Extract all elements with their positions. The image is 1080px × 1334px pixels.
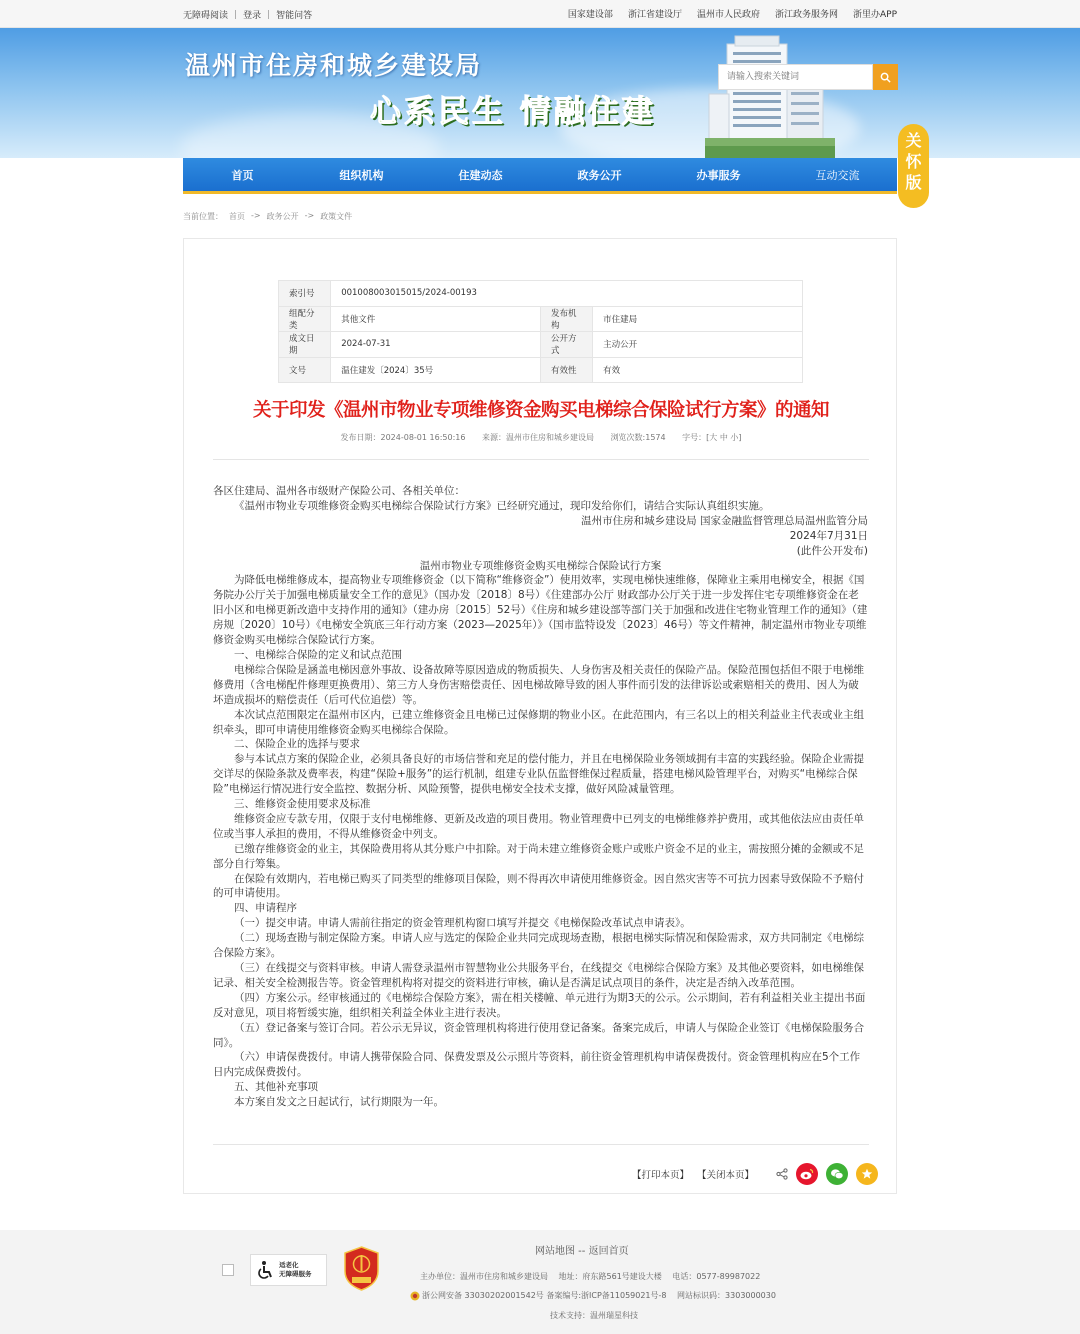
share-icon[interactable]	[776, 1168, 788, 1180]
article-paragraph: （二）现场查勘与制定保险方案。申请人应与选定的保险企业共同完成现场查勘，根据电梯实际情况和保险需求，双方共同制定《电梯综合保险方案》。	[213, 932, 864, 960]
breadcrumb	[183, 211, 352, 222]
nav-news[interactable]: 住建动态	[458, 169, 503, 182]
nav-organization[interactable]: 组织机构	[339, 169, 384, 182]
search-input[interactable]	[718, 64, 873, 90]
article-container	[183, 238, 897, 1194]
article-paragraph: 本方案自发文之日起试行，试行期限为一年。	[234, 1096, 444, 1109]
favorite-icon[interactable]	[856, 1163, 878, 1185]
meta-key: 公开方式	[540, 332, 592, 358]
meta-value: 有效	[593, 357, 803, 383]
article-paragraph: 《温州市物业专项维修资金购买电梯综合保险试行方案》已经研究通过，现印发给你们，请结合实际认真组织实施。	[234, 499, 770, 512]
nav-interaction[interactable]: 互动交流	[815, 169, 860, 182]
article-paragraph: 一、电梯综合保险的定义和试点范围	[234, 648, 402, 661]
slogan: 心系民生 情融住建	[370, 94, 656, 130]
search-box	[718, 64, 898, 90]
meta-key: 组配分类	[279, 306, 331, 332]
meta-value: 主动公开	[593, 332, 803, 358]
breadcrumb-prefix: 当前位置：	[183, 212, 223, 221]
meta-value: 2024-07-31	[331, 332, 541, 358]
nav-services[interactable]: 办事服务	[696, 169, 741, 182]
article-paragraph: 本次试点范围限定在温州市区内，已建立维修资金且电梯已过保修期的物业小区。在此范围内，有三名以上的相关利益业主代表或业主组织牵头，即可申请使用维修资金购买电梯综合保险。	[213, 708, 864, 736]
divider	[213, 459, 869, 460]
article-body	[213, 484, 868, 1110]
star-icon	[861, 1168, 873, 1180]
meta-key: 文号	[279, 357, 331, 383]
article-paragraph: （五）登记备案与签订合同。若公示无异议，资金管理机构将进行使用登记备案。备案完成后，申请人与保险企业签订《电梯保险服务合同》。	[213, 1021, 864, 1049]
footer-links[interactable]: 网站地图 -- 返回首页	[535, 1246, 629, 1257]
wechat-icon	[830, 1168, 844, 1180]
article-actions	[632, 1163, 878, 1185]
site-title: 温州市住房和城乡建设局	[185, 51, 483, 80]
elderly-service-badge[interactable]	[250, 1254, 327, 1286]
search-icon	[880, 72, 891, 83]
breadcrumb-policy[interactable]: 政策文件	[320, 212, 353, 221]
article-paragraph: 五、其他补充事项	[234, 1081, 318, 1094]
article-title: 关于印发《温州市物业专项维修资金购买电梯综合保险试行方案》的通知	[252, 400, 829, 421]
weibo-share-icon[interactable]	[796, 1163, 818, 1185]
article-paragraph: （一）提交申请。申请人需前往指定的资金管理机构窗口填写并提交《电梯保险改革试点申请表》。	[234, 917, 691, 930]
footer	[0, 1230, 1080, 1334]
article-paragraph: 温州市物业专项维修资金购买电梯综合保险试行方案	[419, 559, 662, 572]
article-paragraph: 维修资金应专款专用，仅限于支付电梯维修、更新及改造的项目费用。物业管理费中已列支的电梯维修养护费用，或其他依法应由责任单位或当事人承担的费用，不得从维修资金中列支。	[213, 812, 864, 840]
care-version-button[interactable]	[898, 124, 929, 208]
top-right-links	[568, 7, 897, 20]
close-button[interactable]: 【关闭本页】	[697, 1170, 755, 1181]
divider	[213, 1144, 869, 1145]
article-paragraph: 已缴存维修资金的业主，其保险费用将从其分账户中扣除。对于尚未建立维修资金账户或账户资金不足的业主，需按照分摊的金额或不足部分自行筹集。	[213, 842, 864, 870]
search-button[interactable]	[873, 64, 898, 90]
footer-record-info	[410, 1290, 776, 1301]
article-paragraph: 为降低电梯维修成本，提高物业专项维修资金（以下简称“维修资金”）使用效率，实现电梯快速维修，保障业主乘用电梯安全，根据《国务院办公厅关于加强电梯质量安全工作的意见》（国办发〔2018〕8号）《住建部办公厅 财政部办公厅关于进一步发挥住宅专项维修资金在老旧小区和电梯更新改造中支持作用的通知》（建办房〔2015〕52号）《住房和城乡建设部等部门关于加强和改进住宅物业管理工作的通知》（建房规〔2020〕10号）《电梯安全筑底三年行动方案（2023—2025年）》（国市监特设发〔2023〕46号）等文件精神，制定温州市物业专项维修资金购买电梯综合保险试行方案。	[213, 574, 868, 647]
building-illustration	[705, 34, 835, 158]
elderly-service-line1: 适老化	[279, 1261, 299, 1269]
care-version-label: 关怀版	[905, 131, 922, 192]
link-gov-service[interactable]: 浙江政务服务网	[774, 10, 838, 20]
login-link[interactable]: 登录	[243, 11, 262, 21]
link-ministry[interactable]: 国家建设部	[567, 10, 613, 20]
meta-value: 市住建局	[593, 306, 803, 332]
article-paragraph: (此件公开发布)	[796, 544, 868, 557]
broken-image-icon	[222, 1264, 234, 1276]
elderly-service-line2: 无障碍服务	[279, 1270, 312, 1278]
meta-value: 温住建发〔2024〕35号	[331, 357, 541, 383]
police-badge-icon	[410, 1291, 420, 1301]
article-info	[184, 432, 898, 443]
article-paragraph: （四）方案公示。经审核通过的《电梯综合保险方案》，需在相关楼幢、单元进行为期3天的公示。公示期间，若有利益相关业主提出书面反对意见，项目将暂缓实施，组织相关利益全体业主进行表决。	[213, 991, 866, 1019]
separator: |	[267, 9, 271, 20]
view-count: 浏览次数:1574	[610, 433, 666, 442]
top-bar	[0, 0, 1080, 28]
main-nav	[183, 158, 897, 194]
link-city-gov[interactable]: 温州市人民政府	[696, 10, 760, 20]
article-paragraph: 温州市住房和城乡建设局 国家金融监督管理总局温州监管分局	[581, 514, 868, 527]
meta-value: 其他文件	[331, 306, 541, 332]
article-paragraph: 电梯综合保险是涵盖电梯因意外事故、设备故障等原因造成的物质损失、人身伤害及相关责任的保险产品。保险范围包括但不限于电梯维修费用（含电梯配件修理更换费用）、第三方人身伤害赔偿责任、因电梯故障导致的困人事件而引发的法律诉讼或索赔相关的费用、因人为破坏造成损坏的赔偿责任（后可代位追偿）等。	[213, 663, 864, 706]
source: 来源：温州市住房和城乡建设局	[482, 433, 595, 442]
article-paragraph: 二、保险企业的选择与要求	[234, 738, 360, 751]
article-paragraph: 各区住建局、温州各市级财产保险公司、各相关单位：	[213, 485, 465, 497]
article-paragraph: 参与本试点方案的保险企业，必须具备良好的市场信誉和充足的偿付能力，并且在电梯保险业务领域拥有丰富的实践经验。保险企业需提交详尽的保险条款及费率表，构建“保险+服务”的运行机制，组建专业队伍监督维保过程质量，搭建电梯风险管理平台，对购买“电梯综合保险”电梯运行情况进行安全监控、数据分析、风险预警，提供电梯安全技术支撑，做好风险减量管理。	[213, 753, 864, 796]
meta-key: 发布机构	[540, 306, 592, 332]
article-paragraph: 三、维修资金使用要求及标准	[234, 798, 371, 811]
wechat-share-icon[interactable]	[826, 1163, 848, 1185]
article-paragraph: （三）在线提交与资料审核。申请人需登录温州市智慧物业公共服务平台，在线提交《电梯综合保险方案》及其他必要资料，如电梯维保记录、相关安全检测报告等。资金管理机构将对提交的资料进行审核，确认是否满足试点项目的条件，决定是否纳入改革范围。	[213, 962, 864, 989]
separator: |	[234, 9, 238, 20]
breadcrumb-home[interactable]: 首页	[229, 212, 245, 221]
article-paragraph: 四、申请程序	[234, 902, 297, 915]
print-button[interactable]: 【打印本页】	[632, 1170, 690, 1181]
link-app[interactable]: 浙里办APP	[852, 10, 897, 20]
publish-date: 发布日期：2024-08-01 16:50:16	[340, 433, 466, 442]
party-gov-badge-icon[interactable]	[343, 1246, 380, 1291]
meta-value: 001008003015015/2024-00193	[331, 281, 803, 307]
elderly-service-text	[279, 1261, 312, 1279]
article-paragraph: 2024年7月31日	[789, 529, 868, 542]
top-left-links	[183, 8, 312, 21]
smart-qa-link[interactable]: 智能问答	[276, 11, 313, 21]
accessible-reading-link[interactable]: 无障碍阅读	[183, 11, 229, 21]
font-size-control[interactable]: 字号：[大 中 小]	[682, 433, 742, 442]
weibo-icon	[800, 1168, 814, 1180]
breadcrumb-separator: ->	[304, 211, 315, 220]
document-meta-table	[278, 280, 803, 383]
meta-key: 有效性	[540, 357, 592, 383]
breadcrumb-gov-public[interactable]: 政务公开	[266, 212, 299, 221]
nav-gov-public[interactable]: 政务公开	[577, 169, 622, 182]
breadcrumb-separator: ->	[251, 211, 261, 220]
article-paragraph: （六）申请保费拨付。申请人携带保险合同、保费发票及公示照片等资料，前往资金管理机构申请保费拨付。资金管理机构应在5个工作日内完成保费拨付。	[213, 1051, 861, 1079]
accessibility-icon	[257, 1260, 275, 1280]
meta-key: 索引号	[279, 281, 331, 307]
nav-home[interactable]: 首页	[231, 169, 254, 182]
article-paragraph: 在保险有效期内，若电梯已购买了同类型的维修项目保险，则不得再次申请使用维修资金。因自然灾害等不可抗力因素导致保险不予赔付的可申请使用。	[213, 872, 864, 900]
link-province-dept[interactable]: 浙江省建设厅	[627, 10, 682, 20]
footer-record-text[interactable]: 浙公网安备 33030202001542号 备案编号:浙ICP备11059021号-8 网站标识码：3303000030	[422, 1291, 776, 1300]
footer-tech-support: 技术支持：温州瑞星科技	[550, 1311, 638, 1320]
footer-host-info: 主办单位：温州市住房和城乡建设局 地址：府东路561号建设大楼 电话：0577-89987022	[420, 1272, 761, 1281]
meta-key: 成文日期	[279, 332, 331, 358]
